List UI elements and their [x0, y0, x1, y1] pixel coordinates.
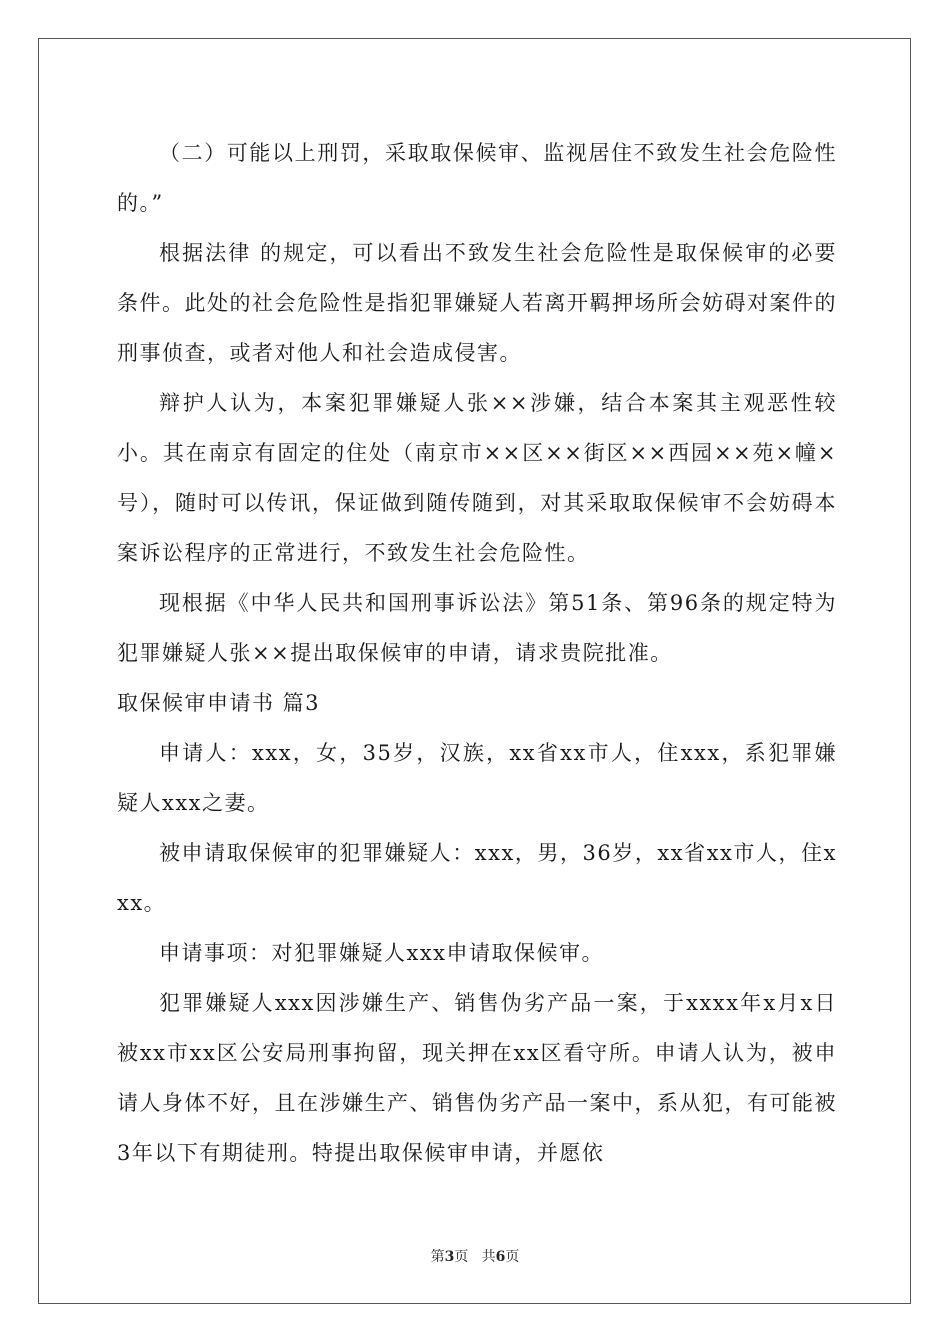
footer-page-prefix: 第 [430, 1249, 445, 1265]
footer-page-number: 3 [444, 1249, 455, 1265]
paragraph: 被申请取保候审的犯罪嫌疑人：xxx，男，36岁，xx省xx市人，住xxx。 [117, 841, 837, 915]
footer-total-prefix: 共 [481, 1249, 496, 1265]
page-footer [0, 1246, 950, 1266]
paragraph: 辩护人认为，本案犯罪嫌疑人张××涉嫌，结合本案其主观恶性较小。其在南京有固定的住处（南京市××区××街区××西园××苑×幢×号），随时可以传讯，保证做到随传随到，对其采取取保候审不会妨碍本案诉讼程序的正常进行，不致发生社会危险性。 [117, 391, 837, 565]
document-body [117, 128, 837, 1178]
footer-total-suffix: 页 [505, 1249, 520, 1265]
footer-page-suffix: 页 [454, 1249, 469, 1265]
paragraph: 现根据《中华人民共和国刑事诉讼法》第51条、第96条的规定特为犯罪嫌疑人张××提出取保候审的申请，请求贵院批准。 [117, 591, 837, 665]
paragraph: （二）可能以上刑罚，采取取保候审、监视居住不致发生社会危险性的。” [117, 141, 837, 215]
paragraph: 申请人：xxx，女，35岁，汉族，xx省xx市人，住xxx，系犯罪嫌疑人xxx之妻。 [117, 741, 837, 815]
paragraph: 申请事项：对犯罪嫌疑人xxx申请取保候审。 [159, 941, 605, 965]
section-heading: 取保候审申请书 篇3 [117, 691, 321, 715]
footer-total-pages: 6 [495, 1249, 506, 1265]
paragraph: 根据法律 的规定，可以看出不致发生社会危险性是取保候审的必要条件。此处的社会危险性是指犯罪嫌疑人若离开羁押场所会妨碍对案件的刑事侦查，或者对他人和社会造成侵害。 [117, 241, 837, 365]
paragraph: 犯罪嫌疑人xxx因涉嫌生产、销售伪劣产品一案，于xxxx年x月x日被xx市xx区公安局刑事拘留，现关押在xx区看守所。申请人认为，被申请人身体不好，且在涉嫌生产、销售伪劣产品一案中，系从犯，有可能被3年以下有期徒刑。特提出取保候审申请，并愿依 [117, 991, 837, 1165]
